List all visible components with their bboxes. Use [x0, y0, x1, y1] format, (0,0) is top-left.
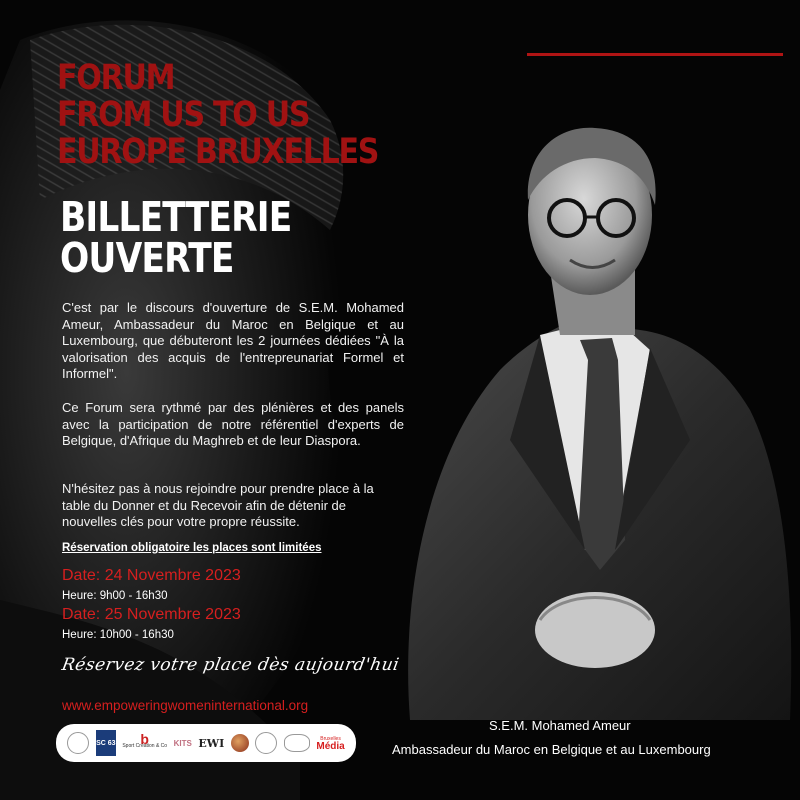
- kits-logo: KITS: [173, 738, 192, 748]
- partner-seal-logo: [255, 732, 277, 754]
- decorative-rule: [527, 53, 783, 56]
- date-1: Date: 24 Novembre 2023: [62, 567, 241, 584]
- caption-role: Ambassadeur du Maroc en Belgique et au Luxembourg: [392, 742, 711, 757]
- caption-name: S.E.M. Mohamed Ameur: [489, 718, 631, 733]
- ticket-line-1: BILLETTERIE: [60, 193, 292, 241]
- africa-globe-logo: [231, 734, 249, 752]
- forum-title: [57, 60, 401, 171]
- partner-logo-circle: [67, 732, 89, 754]
- bruxelles-media-logo: [316, 736, 344, 750]
- b-logo: b: [140, 731, 149, 747]
- man-portrait-image: [390, 120, 800, 720]
- sc-logo: SC 63: [96, 730, 116, 756]
- title-line-2: FROM US TO US: [57, 95, 310, 135]
- hours-2: Heure: 10h00 - 16h30: [62, 629, 174, 641]
- website-link[interactable]: www.empoweringwomeninternational.org: [62, 698, 309, 713]
- sport-creation-logo: [122, 731, 168, 750]
- ticket-line-2: OUVERTE: [60, 234, 234, 282]
- media-logo-top: Bruxelles: [320, 736, 341, 742]
- title-line-3: EUROPE BRUXELLES: [57, 132, 379, 172]
- date-2: Date: 25 Novembre 2023: [62, 606, 241, 623]
- invitation-paragraph: N'hésitez pas à nous rejoindre pour prendre place à la table du Donner et du Recevoir afin de détenir de nouvelles clés pour votre propre réussite.: [62, 481, 374, 529]
- forum-paragraph: Ce Forum sera rythmé par des plénières et des panels avec la participation de notre référentiel d'experts de Belgique, d'Afrique du Maghreb et de leur Diaspora.: [62, 400, 404, 448]
- partner-ring-logo: [284, 734, 310, 752]
- intro-paragraph: C'est par le discours d'ouverture de S.E.M. Mohamed Ameur, Ambassadeur du Maroc en Belgique et au Luxembourg, que débuteront les 2 journées dédiées "À la valorisation des acquis de l'entrepreunariat Formel et Informel".: [62, 300, 404, 381]
- media-logo-main: Média: [316, 741, 345, 752]
- reservation-note: Réservation obligatoire les places sont limitées: [62, 542, 322, 554]
- sponsor-logos: [56, 724, 356, 762]
- b-logo-subtitle: Sport Création & Co: [122, 743, 168, 749]
- hours-1: Heure: 9h00 - 16h30: [62, 590, 168, 602]
- title-line-1: FORUM: [57, 58, 175, 98]
- ewi-logo: EWI: [198, 736, 225, 750]
- reserve-script-line: Réservez votre place dès aujourd'hui: [60, 655, 401, 675]
- ticket-heading: [60, 193, 292, 282]
